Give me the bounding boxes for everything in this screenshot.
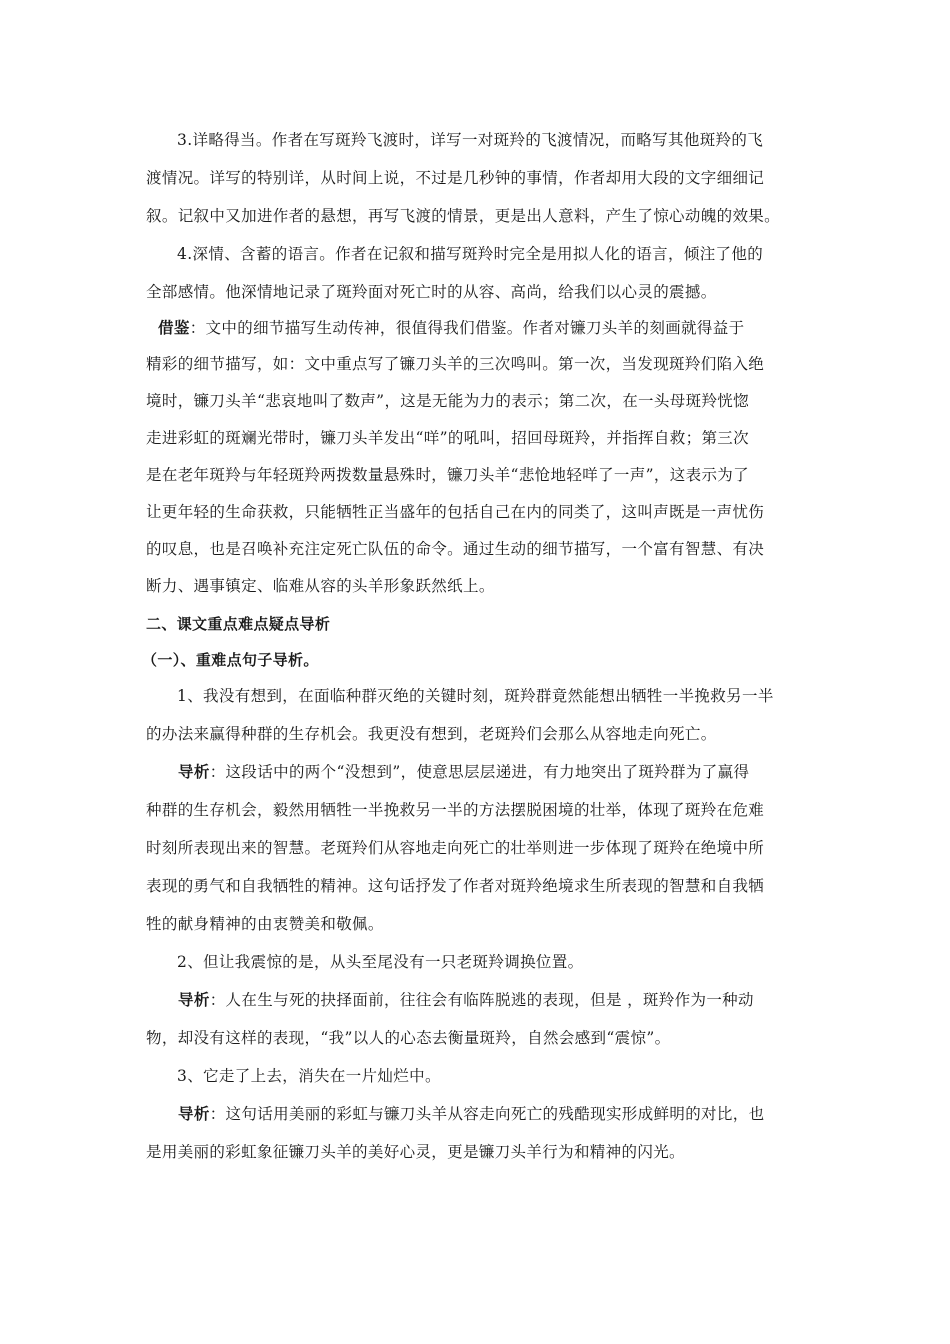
q1-analysis-first-text: ：这段话中的两个“没想到”，使意思层层递进，有力地突出了斑羚群为了赢得 — [209, 763, 750, 781]
q1-line-2: 的办法来赢得种群的生存机会。我更没有想到，老斑羚们会那么从容地走向死亡。 — [146, 725, 717, 743]
point-4-line-2: 全部感情。他深情地记录了斑羚面对死亡时的从容、高尚，给我们以心灵的震撼。 — [146, 283, 717, 301]
subsection-heading: （一）、重难点句子导析。 — [142, 651, 319, 669]
q3-analysis-label: 导析 — [178, 1105, 210, 1123]
q3-analysis-line-2: 是用美丽的彩虹象征镰刀头羊的美好心灵，更是镰刀头羊行为和精神的闪光。 — [146, 1143, 685, 1161]
point-3-line-1: 3.详略得当。作者在写斑羚飞渡时，详写一对斑羚的飞渡情况，而略写其他斑羚的飞 — [177, 131, 764, 149]
jiejian-first-text: ：文中的细节描写生动传神，很值得我们借鉴。作者对镰刀头羊的刻画就得益于 — [189, 319, 745, 337]
jiejian-line-6: 让更年轻的生命获救，只能牺牲正当盛年的包括自己在内的同类了，这叫声既是一声忧伤 — [146, 503, 765, 521]
jiejian-line-8: 断力、遇事镇定、临难从容的头羊形象跃然纸上。 — [146, 577, 495, 595]
q1-analysis-line-4: 表现的勇气和自我牺牲的精神。这句话抒发了作者对斑羚绝境求生所表现的智慧和自我牺 — [146, 877, 765, 895]
q1-analysis-line-3: 时刻所表现出来的智慧。老斑羚们从容地走向死亡的壮举则进一步体现了斑羚在绝境中所 — [146, 839, 765, 857]
q3-line: 3、它走了上去，消失在一片灿烂中。 — [177, 1067, 441, 1085]
jiejian-line-5: 是在老年斑羚与年轻斑羚两拨数量悬殊时，镰刀头羊“悲怆地轻咩了一声”，这表示为了 — [146, 466, 750, 484]
q2-analysis-label: 导析 — [178, 991, 210, 1009]
jiejian-line-2: 精彩的细节描写，如：文中重点写了镰刀头羊的三次鸣叫。第一次，当发现斑羚们陷入绝 — [146, 355, 765, 373]
q1-line-1: 1、我没有想到，在面临种群灭绝的关键时刻，斑羚群竟然能想出牺牲一半挽救另一半 — [177, 687, 774, 705]
q3-analysis-line-1 — [178, 1104, 764, 1124]
q1-analysis-line-2: 种群的生存机会，毅然用牺牲一半挽救另一半的方法摆脱困境的壮举，体现了斑羚在危难 — [146, 801, 765, 819]
jiejian-line-7: 的叹息，也是召唤补充注定死亡队伍的命令。通过生动的细节描写，一个富有智慧、有决 — [146, 540, 765, 558]
jiejian-line-3: 境时，镰刀头羊“悲哀地叫了数声”，这是无能为力的表示；第二次，在一头母斑羚恍惚 — [146, 392, 750, 410]
point-4-line-1: 4.深情、含蓄的语言。作者在记叙和描写斑羚时完全是用拟人化的语言，倾注了他的 — [177, 245, 764, 263]
q1-analysis-label: 导析 — [178, 763, 210, 781]
jiejian-line-1 — [158, 318, 744, 338]
q2-analysis-line-1 — [178, 990, 754, 1010]
q2-line: 2、但让我震惊的是，从头至尾没有一只老斑羚调换位置。 — [177, 953, 584, 971]
q1-analysis-line-5: 牲的献身精神的由衷赞美和敬佩。 — [146, 915, 384, 933]
jiejian-label: 借鉴 — [158, 319, 190, 337]
q3-analysis-first-text: ：这句话用美丽的彩虹与镰刀头羊从容走向死亡的残酷现实形成鲜明的对比，也 — [209, 1105, 765, 1123]
jiejian-line-4: 走进彩虹的斑斓光带时，镰刀头羊发出“咩”的吼叫，招回母斑羚，并指挥自救；第三次 — [146, 429, 750, 447]
q1-analysis-line-1 — [178, 762, 749, 782]
q2-analysis-first-text: ：人在生与死的抉择面前，往往会有临阵脱逃的表现，但是 ，斑羚作为一种动 — [209, 991, 754, 1009]
point-3-line-2: 渡情况。详写的特别详，从时间上说，不过是几秒钟的事情，作者却用大段的文字细细记 — [146, 169, 765, 187]
point-3-line-3: 叙。记叙中又加进作者的悬想，再写飞渡的情景，更是出人意料，产生了惊心动魄的效果。 — [146, 207, 781, 225]
q2-analysis-line-2: 物，却没有这样的表现，“我”以人的心态去衡量斑羚，自然会感到“震惊”。 — [146, 1029, 671, 1047]
section-heading: 二、课文重点难点疑点导析 — [146, 615, 331, 633]
